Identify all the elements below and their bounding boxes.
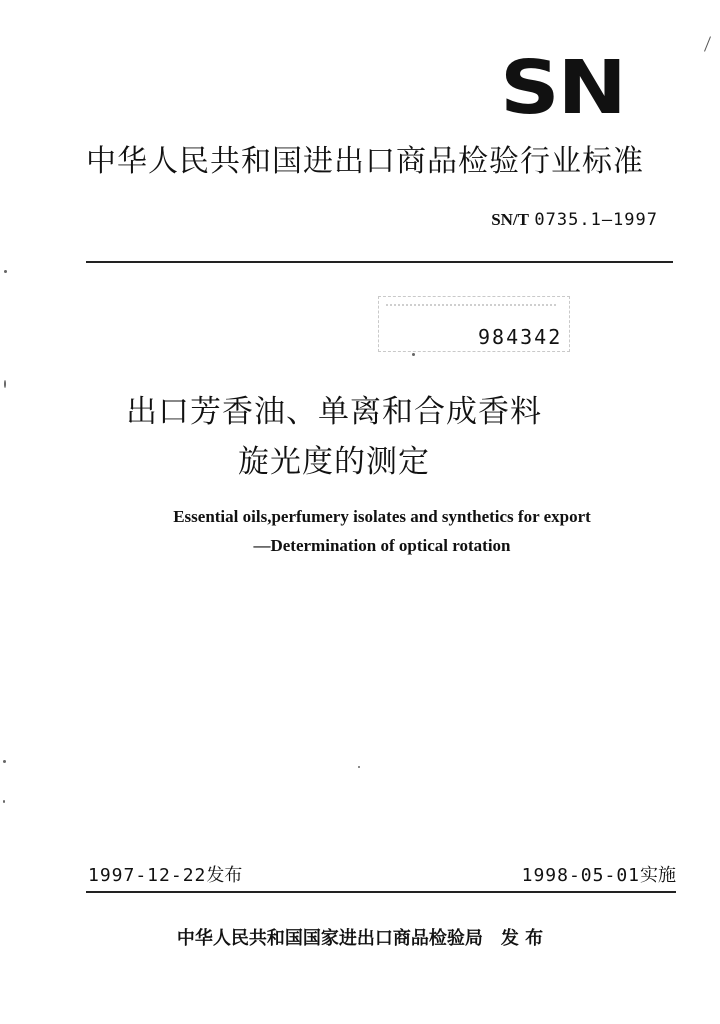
standard-number bbox=[491, 208, 658, 232]
implementation-date-label: 实施 bbox=[640, 865, 676, 886]
issue-date-value: 1997-12-22 bbox=[88, 865, 207, 886]
scan-speck bbox=[4, 380, 6, 388]
issue-date-label: 发布 bbox=[206, 865, 243, 886]
chinese-title-line-1: 出口芳香油、单离和合成香料 bbox=[126, 394, 542, 430]
header-divider bbox=[86, 261, 673, 263]
stamp-number: 984342 bbox=[478, 325, 563, 349]
scan-speck bbox=[3, 800, 5, 803]
issuing-authority bbox=[0, 926, 720, 952]
english-title-line-2: —Determination of optical rotation bbox=[253, 536, 511, 555]
implementation-date-value: 1998-05-01 bbox=[521, 865, 640, 886]
scan-mark bbox=[704, 36, 711, 51]
footer-divider bbox=[86, 891, 676, 893]
scan-speck bbox=[412, 353, 415, 356]
stamp-faint-text bbox=[386, 304, 556, 316]
chinese-title-line-2: 旋光度的测定 bbox=[238, 444, 430, 480]
scan-speck bbox=[4, 270, 7, 273]
sn-logo: SN bbox=[500, 45, 625, 131]
issuer-name: 中华人民共和国国家进出口商品检验局 bbox=[176, 928, 483, 949]
english-title-line-1: Essential oils,perfumery isolates and synthetics for export bbox=[173, 507, 591, 526]
standard-code: 0735.1—1997 bbox=[534, 210, 658, 230]
scan-speck bbox=[3, 760, 6, 763]
standard-prefix: SN/T bbox=[491, 210, 529, 229]
implementation-date bbox=[522, 864, 676, 888]
library-stamp bbox=[378, 296, 570, 352]
scan-speck bbox=[358, 766, 360, 768]
authority-title: 中华人民共和国进出口商品检验行业标准 bbox=[86, 144, 644, 179]
issuer-action: 发 布 bbox=[500, 928, 544, 949]
issue-date bbox=[88, 864, 242, 888]
